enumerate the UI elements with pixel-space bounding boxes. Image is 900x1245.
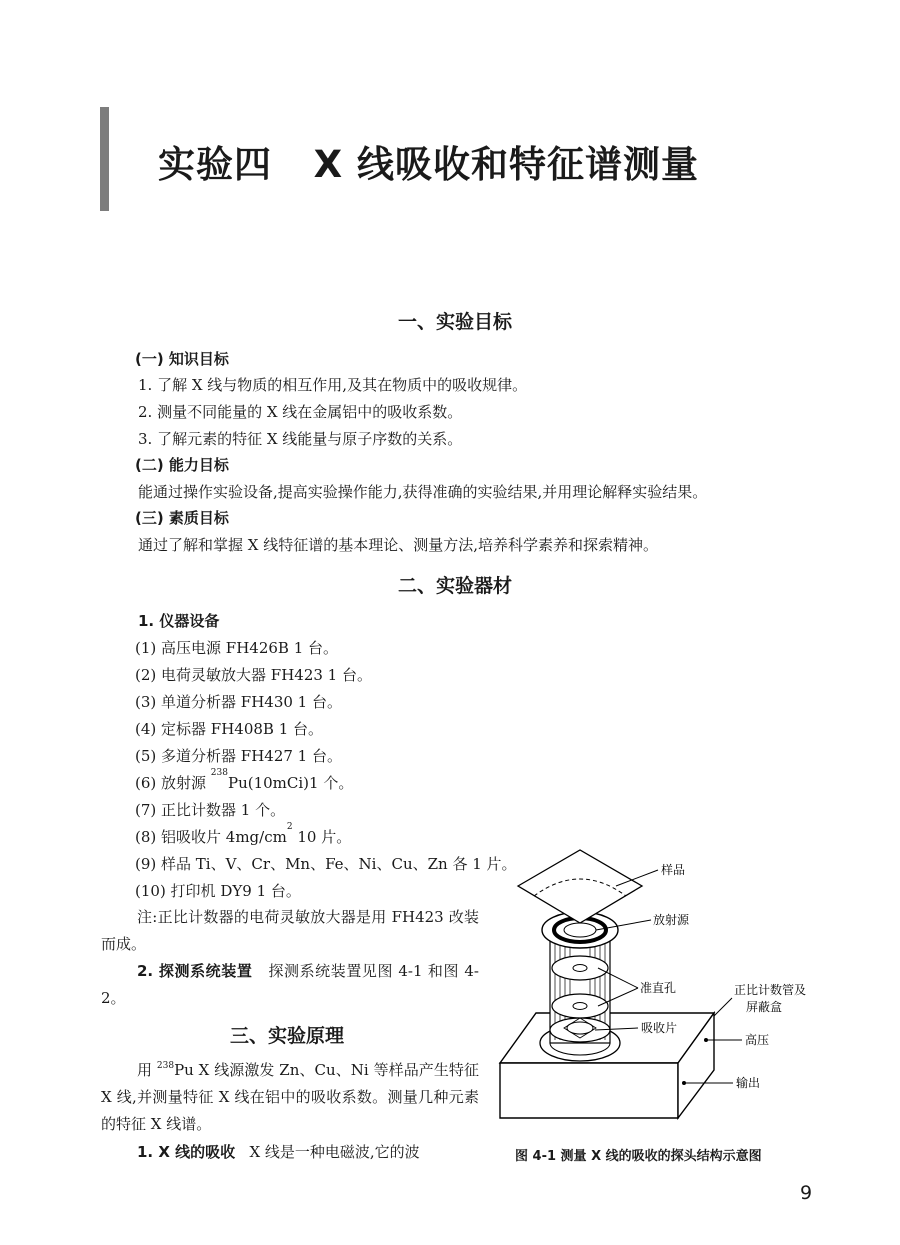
label-source: 放射源 [653,913,690,927]
figure-caption: 图 4-1 测量 X 线的吸收的探头结构示意图 [515,1149,762,1164]
equipment-item-8: (8) 铝吸收片 $4mg/cm^2$ 10 片。 [135,822,352,846]
equipment-item-4: (4) 定标器 FH408B 1 台。 [135,720,324,738]
principle-intro: 用 $^{238}$Pu X 线源激发 Zn、Cu、Ni 等样品产生特征 X 线,并测量特征 X 线在铝中的吸收系数。测量几种元素的特征 X 线谱。 [101,1061,479,1133]
equipment-item-9: (9) 样品 Ti、V、Cr、Mn、Fe、Ni、Cu、Zn 各 1 片。 [135,855,517,873]
label-collimator: 准直孔 [640,981,677,995]
subheading-knowledge: (一) 知识目标 [135,350,229,368]
equipment-item-5: (5) 多道分析器 FH427 1 台。 [135,747,342,765]
subheading-quality: (三) 素质目标 [135,509,229,527]
label-sample: 样品 [661,863,686,877]
knowledge-item-1: 1. 了解 X 线与物质的相互作用,及其在物质中的吸收规律。 [138,376,528,394]
label-counter-line2: 屏蔽盒 [746,1000,783,1014]
equipment-item-10: (10) 打印机 DY9 1 台。 [135,882,301,900]
chapter-title: 实验四 X 线吸收和特征谱测量 [158,143,700,186]
knowledge-item-3: 3. 了解元素的特征 X 线能量与原子序数的关系。 [138,430,463,448]
quality-text: 通过了解和掌握 X 线特征谱的基本理论、测量方法,培养科学素养和探索精神。 [138,536,658,554]
label-output: 输出 [736,1076,761,1090]
section-heading-objectives: 一、实验目标 [398,311,513,333]
subheading-instruments: 1. 仪器设备 [138,612,220,630]
equipment-item-6: (6) 放射源 $^{238}$Pu(10mCi)1 个。 [135,768,354,792]
section-heading-equipment: 二、实验器材 [398,575,513,597]
absorption-title: 1. X 线的吸收 [137,1143,236,1161]
equipment-item-7: (7) 正比计数器 1 个。 [135,801,286,819]
page-number: 9 [800,1182,813,1204]
ability-text: 能通过操作实验设备,提高实验操作能力,获得准确的实验结果,并用理论解释实验结果。 [138,483,708,501]
equipment-item-2: (2) 电荷灵敏放大器 FH423 1 台。 [135,666,372,684]
equipment-note: 注:正比计数器的电荷灵敏放大器是用 FH423 改装而成。 [101,908,479,953]
equipment-item-1: (1) 高压电源 FH426B 1 台。 [135,639,339,657]
equipment-item-3: (3) 单道分析器 FH430 1 台。 [135,693,342,711]
label-hv: 高压 [745,1033,770,1047]
detect-system-title: 2. 探测系统装置 [137,962,253,980]
detect-system-paragraph: 2. 探测系统装置 探测系统装置见图 4-1 和图 4-2。 [101,962,479,1007]
figure-4-1-probe-diagram [498,848,830,1123]
knowledge-item-2: 2. 测量不同能量的 X 线在金属铝中的吸收系数。 [138,403,463,421]
label-counter-line1: 正比计数管及 [734,983,807,997]
subheading-ability: (二) 能力目标 [135,456,229,474]
absorption-paragraph: 1. X 线的吸收 X 线是一种电磁波,它的波 [137,1143,420,1161]
label-absorber: 吸收片 [641,1021,678,1035]
section-heading-principle: 三、实验原理 [230,1025,345,1047]
chapter-accent-bar [100,107,109,211]
